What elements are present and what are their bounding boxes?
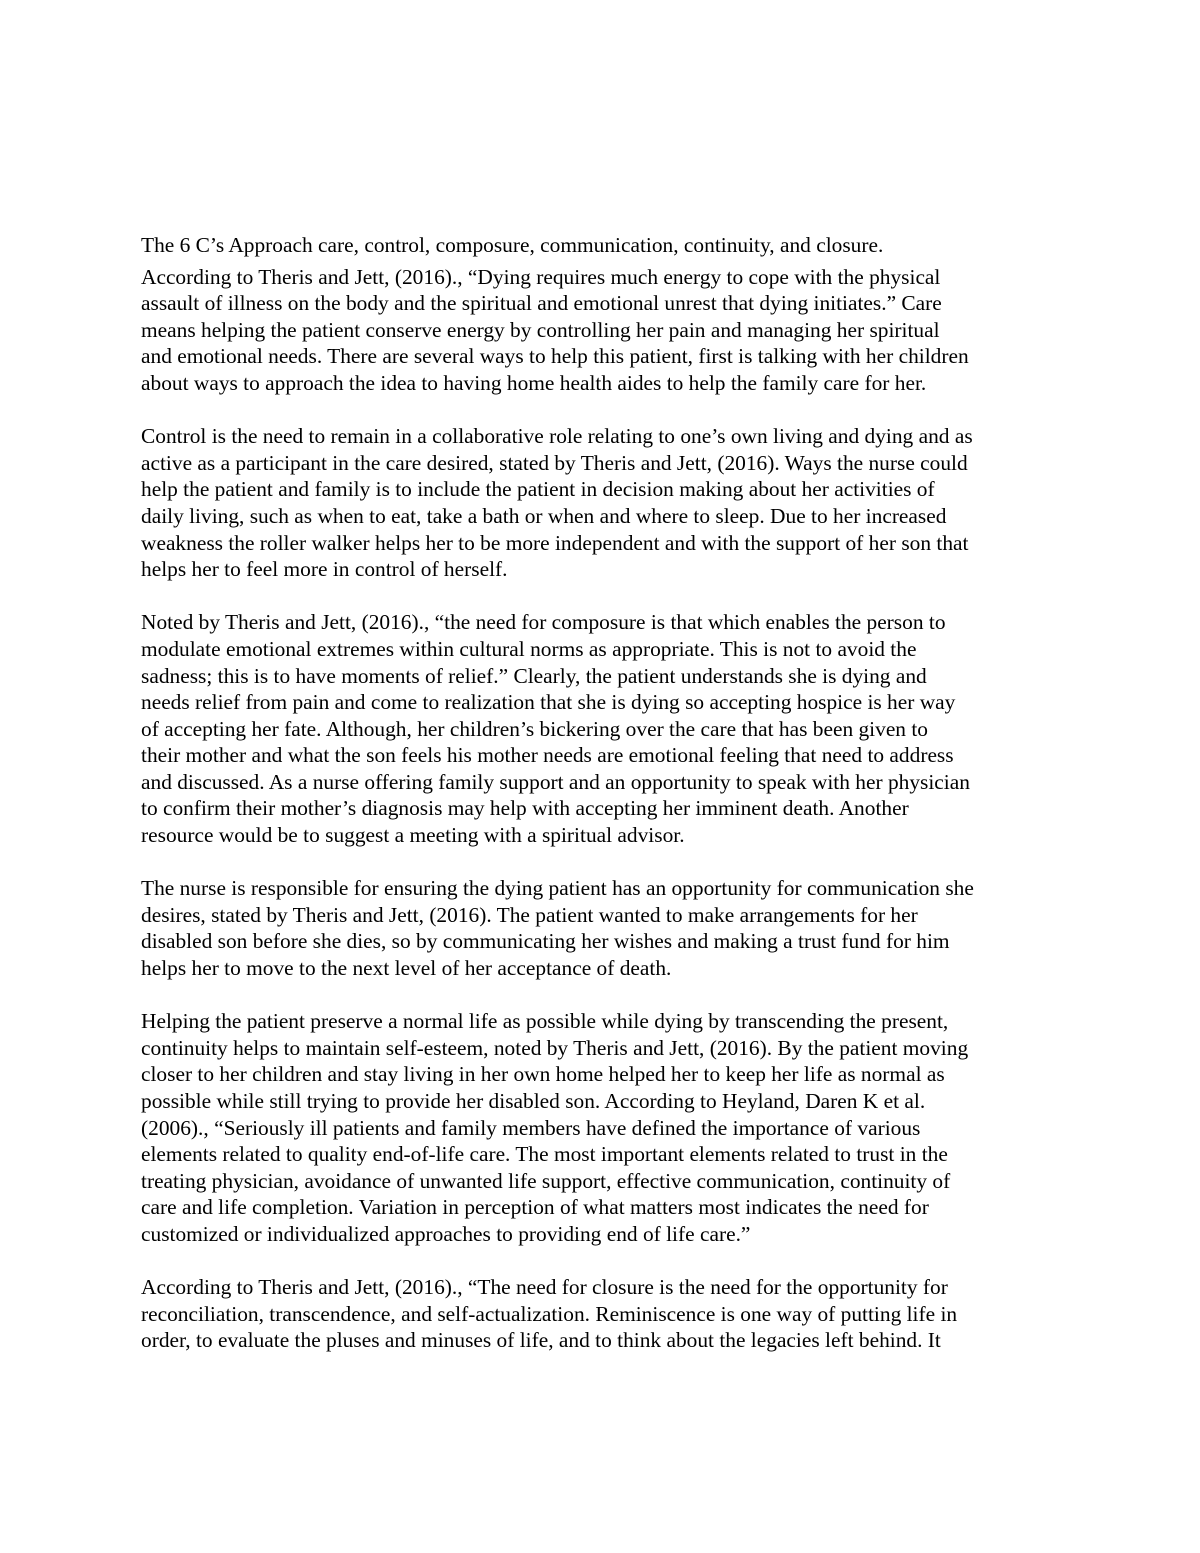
paragraph-line: According to Theris and Jett, (2016)., “The need for closure is the need for the opportunity for	[141, 1275, 948, 1300]
paragraph-line: active as a participant in the care desired, stated by Theris and Jett, (2016). Ways the nurse could	[141, 450, 968, 475]
paragraph-line: their mother and what the son feels his mother needs are emotional feeling that need to address	[141, 743, 954, 768]
paragraph-line: order, to evaluate the pluses and minuses of life, and to think about the legacies left behind. It	[141, 1328, 941, 1353]
paragraph-line: helps her to move to the next level of her acceptance of death.	[141, 956, 672, 981]
paragraph-line: closer to her children and stay living in her own home helped her to keep her life as normal as	[141, 1062, 945, 1087]
paragraph-line: weakness the roller walker helps her to be more independent and with the support of her son that	[141, 530, 969, 555]
paragraph-line: means helping the patient conserve energy by controlling her pain and managing her spiritual	[141, 317, 940, 342]
paragraph-control	[141, 423, 1066, 583]
paragraph-line: and discussed. As a nurse offering family support and an opportunity to speak with her physician	[141, 769, 970, 794]
paragraph-line: to confirm their mother’s diagnosis may help with accepting her imminent death. Another	[141, 796, 909, 821]
paragraph-line: needs relief from pain and come to realization that she is dying so accepting hospice is her way	[141, 690, 956, 715]
paragraph-line: about ways to approach the idea to having home health aides to help the family care for her.	[141, 370, 927, 395]
paragraph-line: customized or individualized approaches to providing end of life care.”	[141, 1221, 751, 1246]
paragraph-line: help the patient and family is to include the patient in decision making about her activities of	[141, 477, 935, 502]
paragraph-line: daily living, such as when to eat, take a bath or when and where to sleep. Due to her increased	[141, 503, 947, 528]
paragraph-line: The nurse is responsible for ensuring the dying patient has an opportunity for communication she	[141, 876, 974, 901]
paragraph-line: modulate emotional extremes within cultural norms as appropriate. This is not to avoid the	[141, 636, 917, 661]
spacer	[141, 1248, 1066, 1275]
paragraph-line: resource would be to suggest a meeting with a spiritual advisor.	[141, 823, 685, 848]
paragraph-line: According to Theris and Jett, (2016)., “Dying requires much energy to cope with the physical	[141, 264, 941, 289]
paragraph-communication	[141, 875, 1066, 981]
paragraph-line: care and life completion. Variation in perception of what matters most indicates the need for	[141, 1195, 929, 1220]
spacer	[141, 583, 1066, 610]
paragraph-line: sadness; this is to have moments of relief.” Clearly, the patient understands she is dying and	[141, 663, 927, 688]
paragraph-continuity	[141, 1008, 1066, 1247]
spacer	[141, 849, 1066, 876]
document-body	[141, 232, 1066, 1354]
paragraph-line: reconciliation, transcendence, and self-actualization. Reminiscence is one way of putting life in	[141, 1301, 958, 1326]
paragraph-closure	[141, 1274, 1066, 1354]
paragraph-line: treating physician, avoidance of unwanted life support, effective communication, continuity of	[141, 1168, 951, 1193]
paragraph-line: Control is the need to remain in a collaborative role relating to one’s own living and dying and as	[141, 424, 973, 449]
paragraph-line: elements related to quality end-of-life care. The most important elements related to trust in the	[141, 1142, 948, 1167]
paragraph-care	[141, 264, 1066, 397]
spacer	[141, 982, 1066, 1009]
spacer	[141, 397, 1066, 424]
paragraph-line: and emotional needs. There are several ways to help this patient, first is talking with her children	[141, 344, 969, 369]
paragraph-line: (2006)., “Seriously ill patients and family members have defined the importance of various	[141, 1115, 921, 1140]
paragraph-line: desires, stated by Theris and Jett, (2016). The patient wanted to make arrangements for her	[141, 902, 918, 927]
paragraph-line: continuity helps to maintain self-esteem, noted by Theris and Jett, (2016). By the patient moving	[141, 1035, 969, 1060]
paragraph-line: disabled son before she dies, so by communicating her wishes and making a trust fund for him	[141, 929, 950, 954]
paragraph-line: of accepting her fate. Although, her children’s bickering over the care that has been given to	[141, 716, 928, 741]
paragraph-line: Helping the patient preserve a normal life as possible while dying by transcending the present,	[141, 1009, 949, 1034]
paragraph-line: possible while still trying to provide her disabled son. According to Heyland, Daren K et al.	[141, 1089, 926, 1113]
paragraph-line: Noted by Theris and Jett, (2016)., “the need for composure is that which enables the person to	[141, 610, 946, 635]
paragraph-composure	[141, 609, 1066, 848]
paragraph-line: assault of illness on the body and the spiritual and emotional unrest that dying initiates.” Care	[141, 291, 942, 316]
paragraph-line: helps her to feel more in control of herself.	[141, 557, 508, 582]
heading-line: The 6 C’s Approach care, control, composure, communication, continuity, and closure.	[141, 233, 884, 257]
